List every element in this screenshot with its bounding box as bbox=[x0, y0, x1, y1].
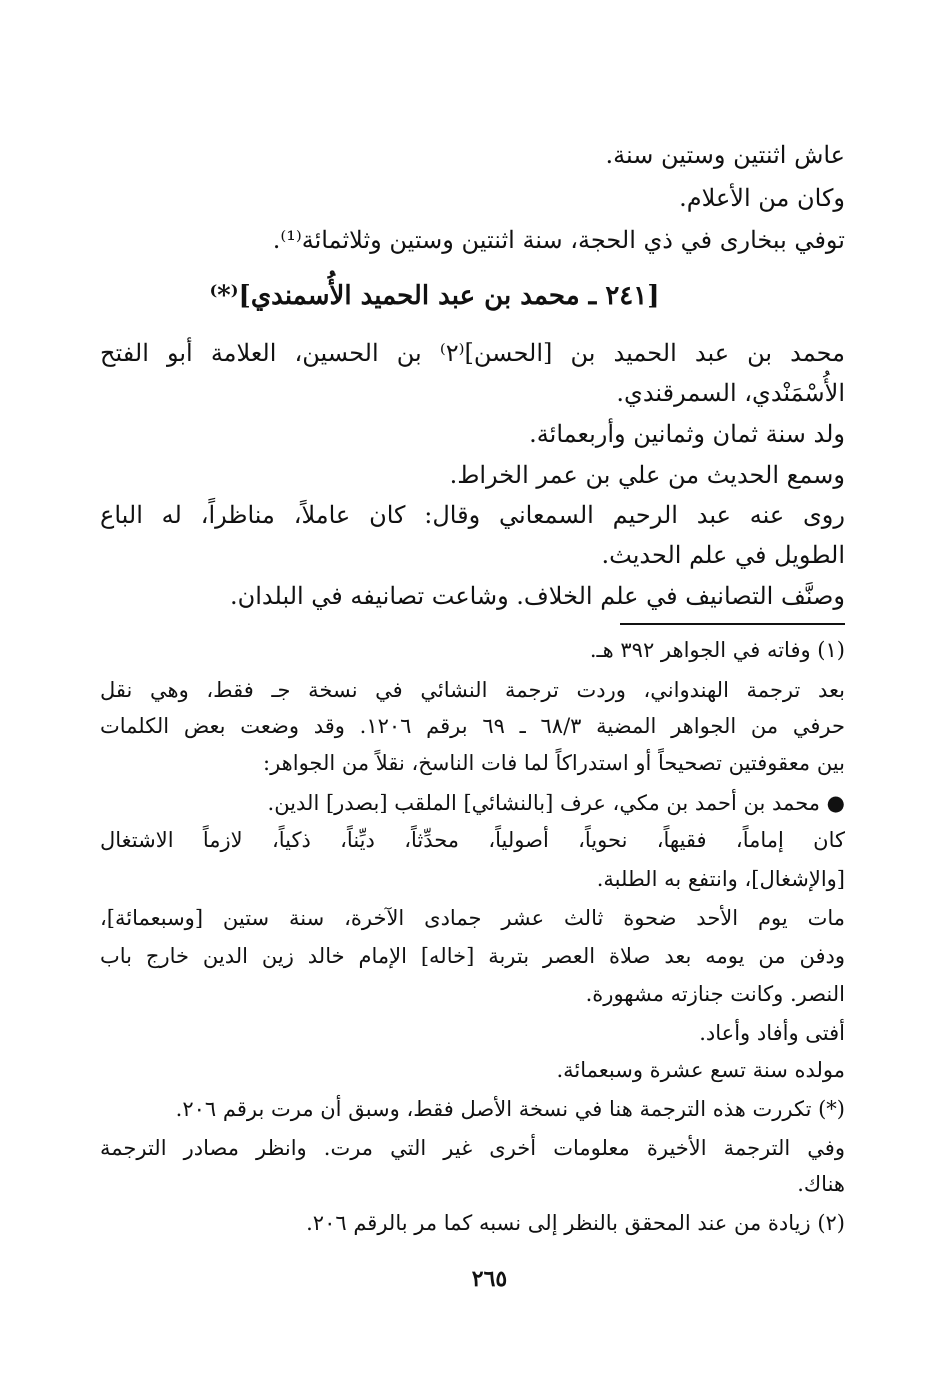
body-line: توفي ببخارى في ذي الحجة، سنة اثنتين وستين وثلاثمائة⁽¹⁾. bbox=[272, 226, 845, 254]
footnote-line: النصر. وكانت جنازته مشهورة. bbox=[585, 982, 845, 1006]
body-line: عاش اثنتين وستين سنة. bbox=[605, 141, 845, 169]
footnote-line: بعد ترجمة الهندواني، وردت ترجمة النشائي في نسخة جـ فقط، وهي نقل bbox=[100, 678, 845, 702]
entry-line: وسمع الحديث من علي بن عمر الخراط. bbox=[449, 461, 845, 489]
entry-line: روى عنه عبد الرحيم السمعاني وقال: كان عاملاً، مناظراً، له الباع bbox=[100, 501, 845, 529]
entry-line: الأُسْمَنْدي، السمرقندي. bbox=[616, 379, 845, 407]
footnote-line: ● محمد بن أحمد بن مكي، عرف [بالنشائي] الملقب [بصدر] الدين. bbox=[267, 791, 845, 815]
footnote-line: (٢) زيادة من عند المحقق بالنظر إلى نسبه كما مر بالرقم ٢٠٦. bbox=[306, 1211, 845, 1235]
footnote-line: وفي الترجمة الأخيرة معلومات أخرى غير التي مرت. وانظر مصادر الترجمة bbox=[100, 1136, 845, 1160]
footnote-line: كان إماماً، فقيهاً، نحوياً، أصولياً، محدِّثاً، ديِّناً، ذكياً، لازماً الاشتغال bbox=[100, 828, 845, 852]
footnote-line: ودفن من يومه بعد صلاة العصر بتربة [خاله] الإمام خالد زين الدين خارج باب bbox=[100, 944, 845, 968]
footnote-line: هناك. bbox=[797, 1172, 845, 1196]
footnote-separator bbox=[620, 623, 845, 625]
footnote-line: مات يوم الأحد ضحوة ثالث عشر جمادى الآخرة، سنة ستين [وسبعمائة]، bbox=[100, 906, 845, 930]
entry-line: محمد بن عبد الحميد بن [الحسن]⁽٢⁾ بن الحسين، العلامة أبو الفتح bbox=[100, 339, 845, 367]
entry-line: الطويل في علم الحديث. bbox=[601, 541, 845, 569]
footnote-line: مولده سنة تسع عشرة وسبعمائة. bbox=[556, 1058, 845, 1082]
body-line: وكان من الأعلام. bbox=[679, 184, 845, 212]
footnote-line: حرفي من الجواهر المضية ٦٨/٣ ـ ٦٩ برقم ١٢٠٦. وقد وضعت بعض الكلمات bbox=[100, 714, 845, 738]
entry-line: وصنَّف التصانيف في علم الخلاف. وشاعت تصانيفه في البلدان. bbox=[229, 582, 845, 610]
page-number: ٢٦٥ bbox=[471, 1266, 508, 1292]
footnote-line: أفتى وأفاد وأعاد. bbox=[699, 1021, 845, 1045]
footnote-line: (*) تكررت هذه الترجمة هنا في نسخة الأصل فقط، وسبق أن مرت برقم ٢٠٦. bbox=[175, 1097, 845, 1121]
footnote-line: [والإشغال]، وانتفع به الطلبة. bbox=[596, 867, 845, 891]
entry-line: ولد سنة ثمان وثمانين وأربعمائة. bbox=[529, 420, 845, 448]
footnote-line: (١) وفاته في الجواهر ٣٩٢ هـ. bbox=[589, 638, 845, 662]
entry-heading: [٢٤١ ـ محمد بن عبد الحميد الأُسمندي]⁽*⁾ bbox=[209, 281, 660, 311]
footnote-line: بين معقوفتين تصحيحاً أو استدراكاً لما فات الناسخ، نقلاً من الجواهر: bbox=[263, 751, 845, 775]
